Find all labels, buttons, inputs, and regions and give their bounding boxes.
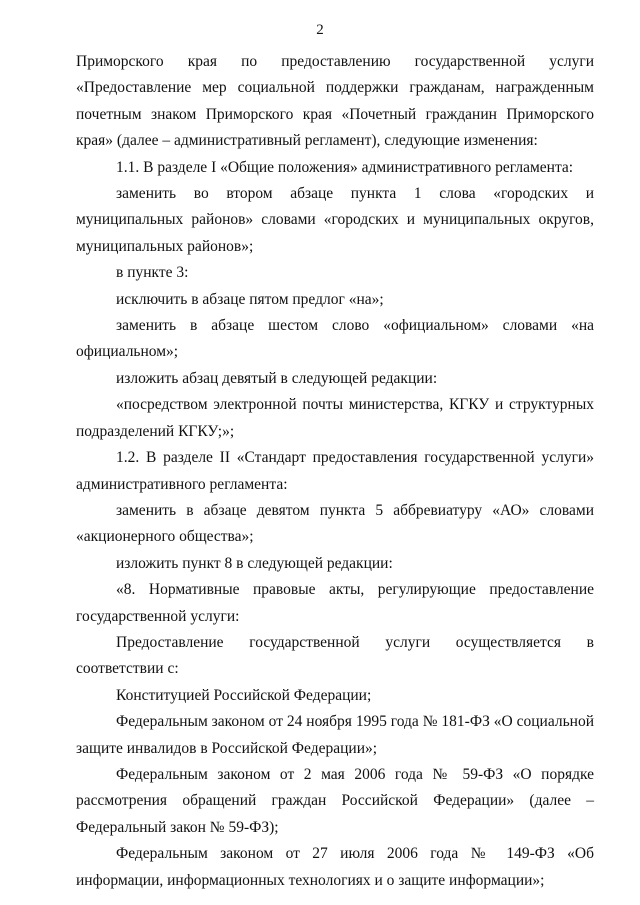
paragraph: изложить абзац девятый в следующей редакции: — [116, 369, 438, 387]
paragraph: 1.2. В разделе II «Стандарт предоставления государственной услуги» административного регламента: — [76, 449, 594, 493]
paragraph: Федеральным законом от 27 июля 2006 года № 149-ФЗ «Об информации, информационных технологиях и о защите информации»; — [76, 845, 594, 889]
paragraph: в пункте 3: — [116, 264, 189, 282]
paragraph: Конституцией Российской Федерации; — [116, 686, 372, 704]
paragraph: заменить в абзаце девятом пункта 5 аббревиатуру «АО» словами «акционерного общества»; — [76, 501, 594, 546]
paragraph: изложить пункт 8 в следующей редакции: — [116, 554, 393, 572]
paragraph: Приморского края по предоставлению государственной услуги «Предоставление мер социальной поддержки гражданам, награжденным почетным знаком Приморского края «Почетный гражданин Приморского края» (далее – административный регламент), следующие изменения: — [76, 53, 594, 150]
paragraph: заменить в абзаце шестом слово «официальном» словами «на официальном»; — [76, 317, 594, 361]
paragraph: Федеральным законом от 24 ноября 1995 года № 181-ФЗ «О социальной защите инвалидов в Российской Федерации»; — [76, 713, 594, 757]
paragraph: заменить во втором абзаце пункта 1 слова «городских и муниципальных районов» словами «городских и муниципальных округов, муниципальных районов»; — [76, 185, 594, 255]
paragraph: Федеральным законом от 2 мая 2006 года № 59-ФЗ «О порядке рассмотрения обращений граждан Российской Федерации» (далее – Федеральный закон № 59-ФЗ); — [76, 765, 594, 836]
page-number: 2 — [316, 22, 324, 38]
paragraph: Предоставление государственной услуги осуществляется в соответствии с: — [76, 633, 594, 678]
paragraph: «посредством электронной почты министерства, КГКУ и структурных подразделений КГКУ;»; — [76, 396, 594, 440]
paragraph: 1.1. В разделе I «Общие положения» административного регламента: — [116, 158, 574, 176]
paragraph: исключить в абзаце пятом предлог «на»; — [116, 290, 384, 308]
document-body — [76, 49, 594, 894]
paragraph: «8. Нормативные правовые акты, регулирующие предоставление государственной услуги: — [76, 581, 594, 625]
